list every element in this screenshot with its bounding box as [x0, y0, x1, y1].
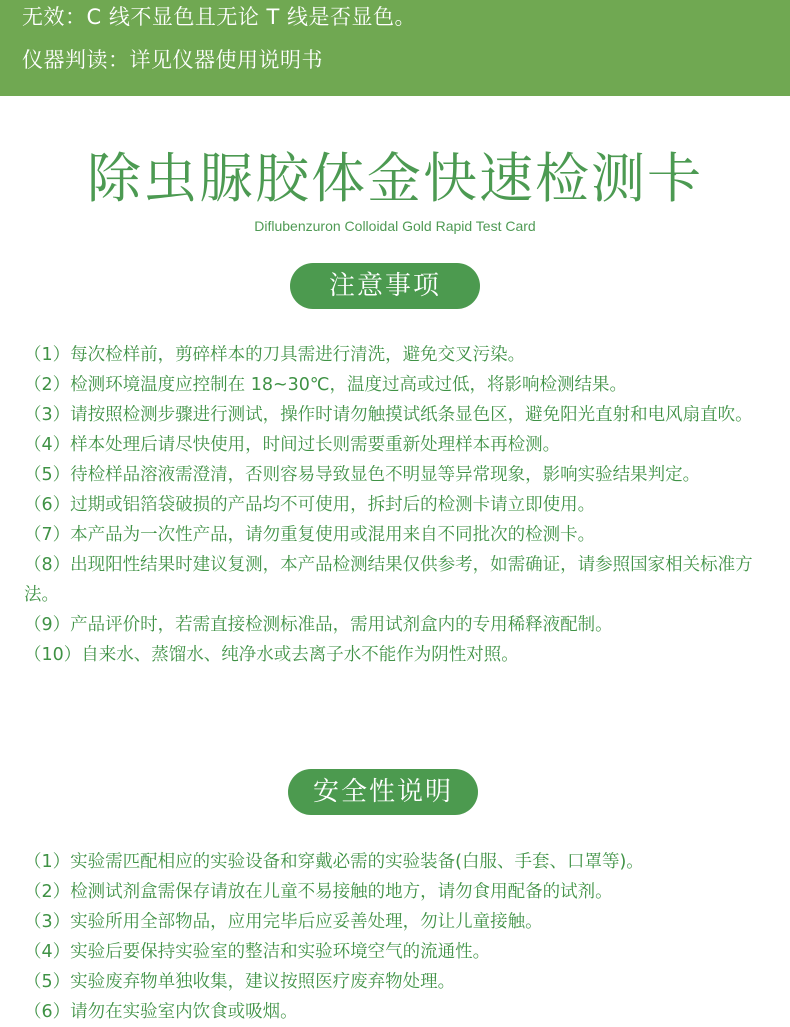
- notes-item: （3）请按照检测步骤进行测试，操作时请勿触摸试纸条显色区，避免阳光直射和电风扇直吹。: [24, 405, 753, 425]
- safety-item: （6）请勿在实验室内饮食或吸烟。: [24, 1002, 298, 1022]
- safety-item: （4）实验后要保持实验室的整洁和实验环境空气的流通性。: [24, 942, 491, 962]
- notes-item: （1）每次检样前，剪碎样本的刀具需进行清洗，避免交叉污染。: [24, 345, 526, 365]
- notes-item: （5）待检样品溶液需澄清，否则容易导致显色不明显等异常现象，影响实验结果判定。: [24, 465, 701, 485]
- safety-item: （3）实验所用全部物品，应用完毕后应妥善处理，勿让儿童接触。: [24, 912, 543, 932]
- header-band: [0, 0, 790, 96]
- safety-list: [24, 847, 770, 1027]
- notes-item: （7）本产品为一次性产品，请勿重复使用或混用来自不同批次的检测卡。: [24, 525, 596, 545]
- notes-item: （4）样本处理后请尽快使用，时间过长则需要重新处理样本再检测。: [24, 435, 561, 455]
- instrument-reading-text: 仪器判读：详见仪器使用说明书: [22, 48, 323, 72]
- notes-section-heading: 注意事项: [290, 263, 480, 309]
- invalid-result-text: 无效：C 线不显色且无论 T 线是否显色。: [22, 5, 417, 29]
- notes-item: （2）检测环境温度应控制在 18~30℃，温度过高或过低，将影响检测结果。: [24, 375, 628, 395]
- page-subtitle-en: Diflubenzuron Colloidal Gold Rapid Test Card: [254, 218, 536, 234]
- safety-item: （1）实验需匹配相应的实验设备和穿戴必需的实验装备(白服、手套、口罩等)。: [24, 852, 644, 872]
- page-title: 除虫脲胶体金快速检测卡: [87, 147, 703, 210]
- notes-item: （9）产品评价时，若需直接检测标准品，需用试剂盒内的专用稀释液配制。: [24, 615, 613, 635]
- notes-item: （10）自来水、蒸馏水、纯净水或去离子水不能作为阴性对照。: [24, 645, 519, 665]
- safety-item: （2）检测试剂盒需保存请放在儿童不易接触的地方，请勿食用配备的试剂。: [24, 882, 613, 902]
- notes-list: [24, 340, 770, 670]
- safety-section-heading: 安全性说明: [288, 769, 478, 815]
- notes-item: （8）出现阳性结果时建议复测，本产品检测结果仅供参考，如需确证，请参照国家相关标准方法。: [24, 555, 753, 605]
- safety-item: （5）实验废弃物单独收集，建议按照医疗废弃物处理。: [24, 972, 456, 992]
- notes-item: （6）过期或铝箔袋破损的产品均不可使用，拆封后的检测卡请立即使用。: [24, 495, 596, 515]
